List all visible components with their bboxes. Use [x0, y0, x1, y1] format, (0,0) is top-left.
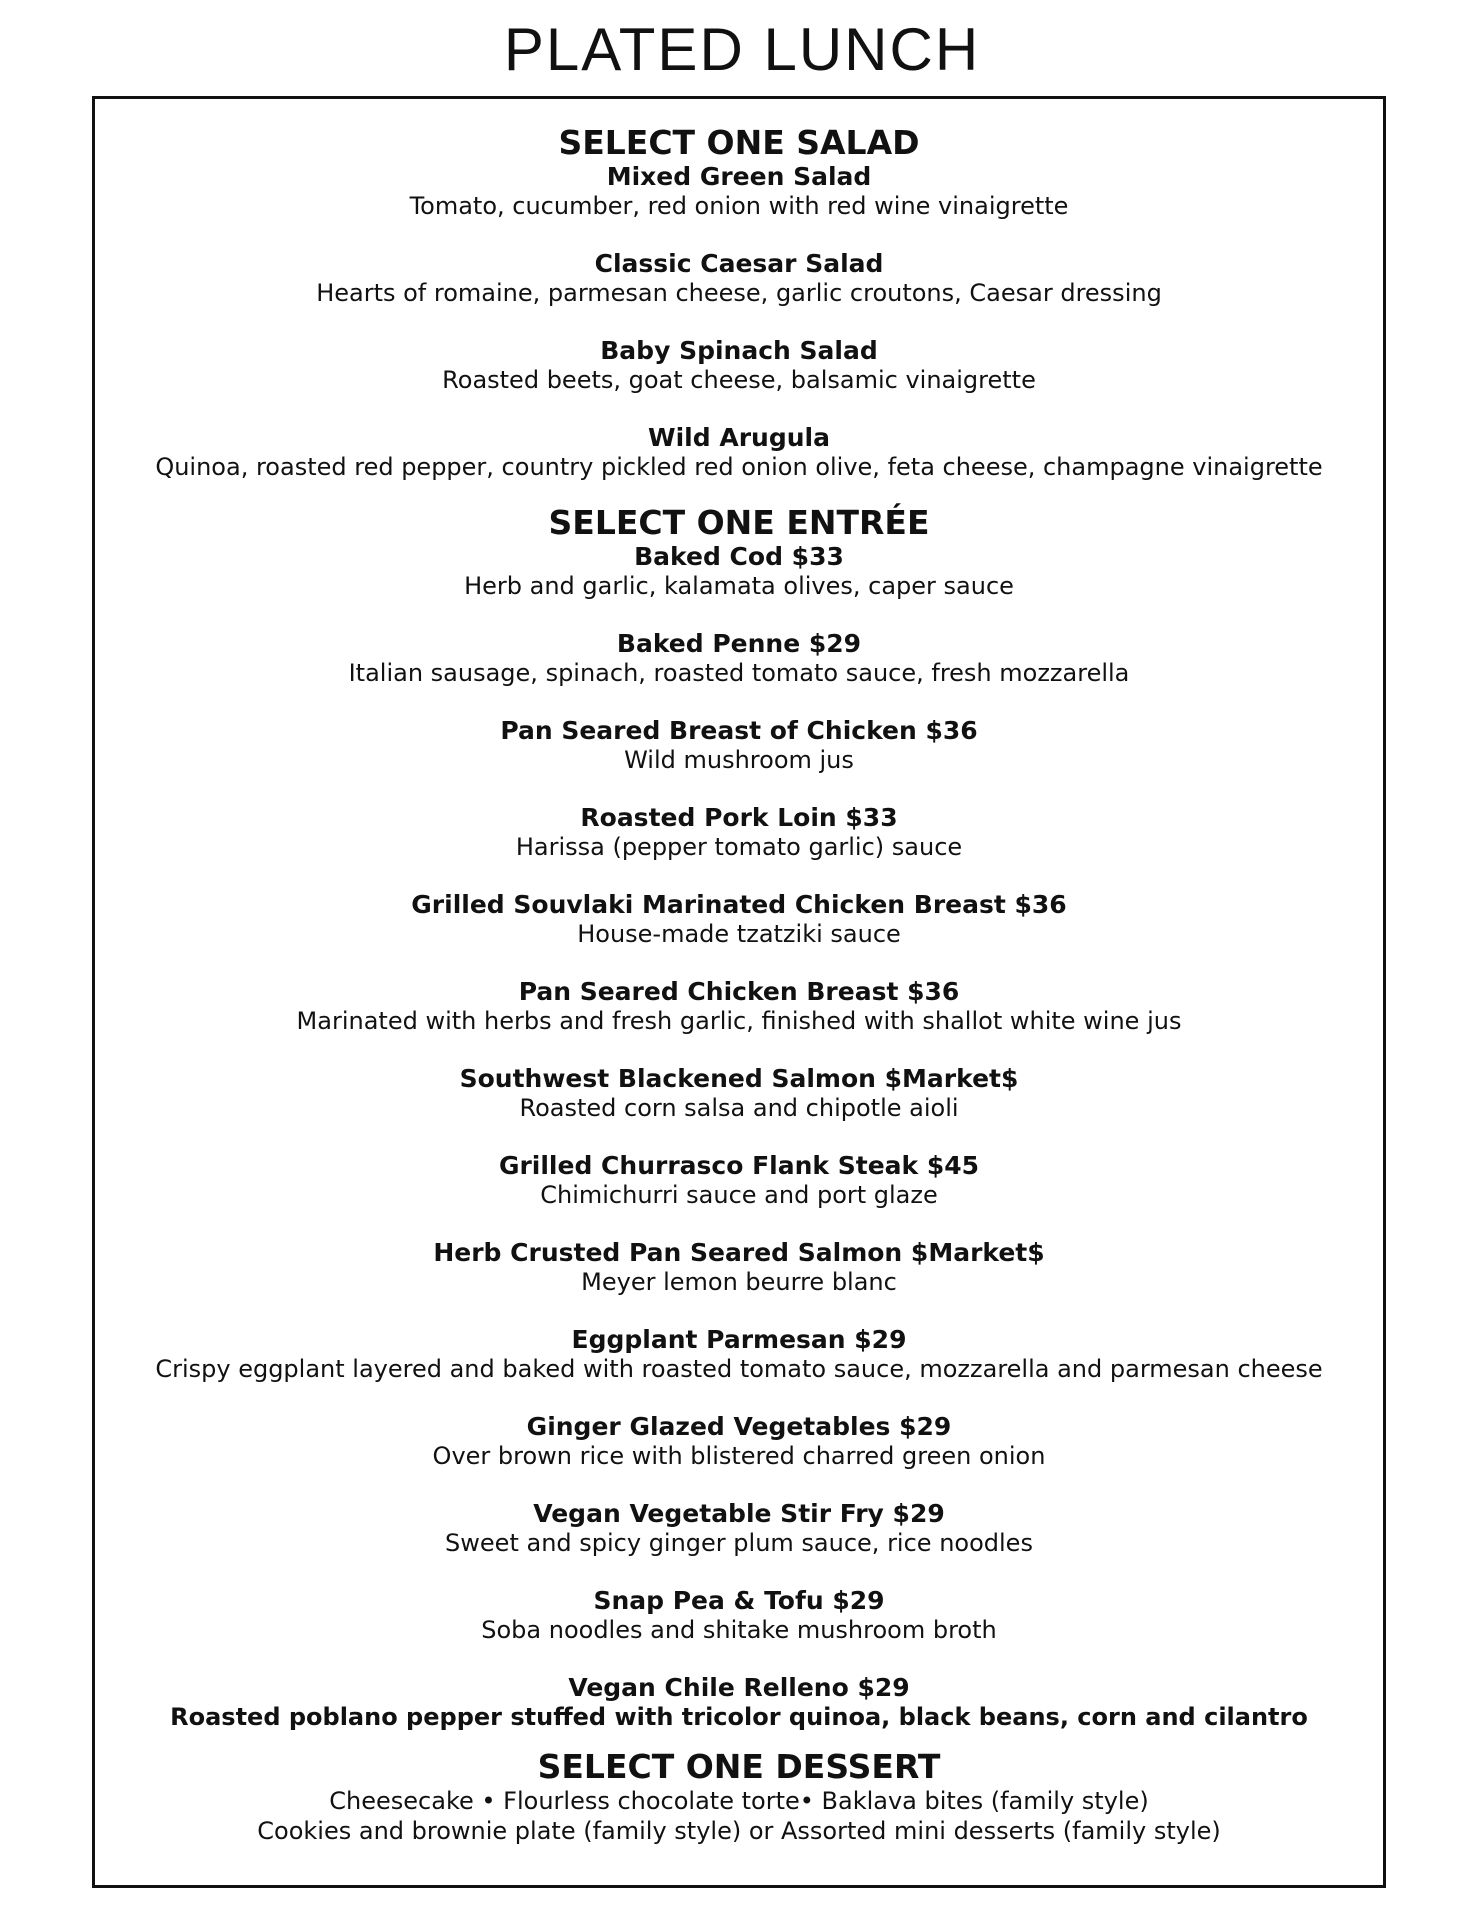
- menu-item: [92, 162, 1386, 221]
- menu-content: [92, 124, 1386, 1846]
- menu-item: [92, 423, 1386, 482]
- item-name: Mixed Green Salad: [606, 162, 872, 191]
- item-description: Roasted poblano pepper stuffed with tricolor quinoa, black beans, corn and cilantro: [170, 1703, 1308, 1731]
- entree-heading: SELECT ONE ENTRÉE: [548, 503, 930, 542]
- item-name: Baked Penne $29: [616, 629, 862, 658]
- item-name: Vegan Vegetable Stir Fry $29: [533, 1499, 945, 1528]
- item-name: Snap Pea & Tofu $29: [593, 1586, 885, 1615]
- item-name: Baby Spinach Salad: [600, 336, 878, 365]
- menu-item: [92, 890, 1386, 949]
- item-description: Meyer lemon beurre blanc: [581, 1268, 897, 1296]
- menu-item: [92, 1673, 1386, 1732]
- item-name: Wild Arugula: [648, 423, 830, 452]
- item-name: Ginger Glazed Vegetables $29: [526, 1412, 952, 1441]
- menu-item: [92, 977, 1386, 1036]
- item-description: Wild mushroom jus: [624, 746, 854, 774]
- menu-item: [92, 1064, 1386, 1123]
- item-description: Soba noodles and shitake mushroom broth: [481, 1616, 997, 1644]
- item-name: Grilled Churrasco Flank Steak $45: [498, 1151, 980, 1180]
- item-description: Roasted beets, goat cheese, balsamic vinaigrette: [442, 366, 1036, 394]
- item-name: Roasted Pork Loin $33: [580, 803, 898, 832]
- menu-item: [92, 1499, 1386, 1558]
- item-name: Baked Cod $33: [634, 542, 844, 571]
- dessert-line: Cheesecake • Flourless chocolate torte• Baklava bites (family style): [329, 1787, 1149, 1815]
- salad-heading: SELECT ONE SALAD: [558, 123, 920, 162]
- menu-item: [92, 629, 1386, 688]
- menu-item: [92, 803, 1386, 862]
- item-description: Italian sausage, spinach, roasted tomato sauce, fresh mozzarella: [348, 659, 1130, 687]
- item-name: Pan Seared Breast of Chicken $36: [500, 716, 978, 745]
- item-name: Eggplant Parmesan $29: [571, 1325, 907, 1354]
- item-description: Roasted corn salsa and chipotle aioli: [519, 1094, 959, 1122]
- menu-item: [92, 249, 1386, 308]
- entree-section: [92, 504, 1386, 1732]
- dessert-heading: SELECT ONE DESSERT: [537, 1747, 941, 1786]
- item-description: Herb and garlic, kalamata olives, caper sauce: [464, 572, 1014, 600]
- item-description: Hearts of romaine, parmesan cheese, garlic croutons, Caesar dressing: [316, 279, 1162, 307]
- menu-item: [92, 1412, 1386, 1471]
- item-description: Crispy eggplant layered and baked with roasted tomato sauce, mozzarella and parmesan cheese: [155, 1355, 1323, 1383]
- item-name: Grilled Souvlaki Marinated Chicken Breast $36: [411, 890, 1067, 919]
- page-title: PLATED LUNCH: [503, 16, 981, 83]
- item-description: Chimichurri sauce and port glaze: [540, 1181, 938, 1209]
- item-description: Harissa (pepper tomato garlic) sauce: [515, 833, 963, 861]
- salad-section: [92, 124, 1386, 482]
- dessert-line: Cookies and brownie plate (family style) or Assorted mini desserts (family style): [257, 1817, 1221, 1845]
- menu-item: [92, 542, 1386, 601]
- menu-item: [92, 1325, 1386, 1384]
- menu-item: [92, 1586, 1386, 1645]
- menu-item: [92, 1151, 1386, 1210]
- item-description: Sweet and spicy ginger plum sauce, rice noodles: [445, 1529, 1033, 1557]
- item-description: Marinated with herbs and fresh garlic, finished with shallot white wine jus: [296, 1007, 1182, 1035]
- dessert-section: [92, 1748, 1386, 1846]
- item-name: Southwest Blackened Salmon $Market$: [459, 1064, 1019, 1093]
- menu-item: [92, 1238, 1386, 1297]
- item-name: Vegan Chile Relleno $29: [568, 1673, 910, 1702]
- item-description: Over brown rice with blistered charred green onion: [432, 1442, 1046, 1470]
- item-description: Quinoa, roasted red pepper, country pickled red onion olive, feta cheese, champagne vinaigrette: [155, 453, 1323, 481]
- item-name: Classic Caesar Salad: [594, 249, 884, 278]
- menu-item: [92, 716, 1386, 775]
- item-name: Herb Crusted Pan Seared Salmon $Market$: [433, 1238, 1045, 1267]
- item-description: Tomato, cucumber, red onion with red wine vinaigrette: [409, 192, 1069, 220]
- menu-item: [92, 336, 1386, 395]
- item-name: Pan Seared Chicken Breast $36: [518, 977, 960, 1006]
- item-description: House-made tzatziki sauce: [577, 920, 901, 948]
